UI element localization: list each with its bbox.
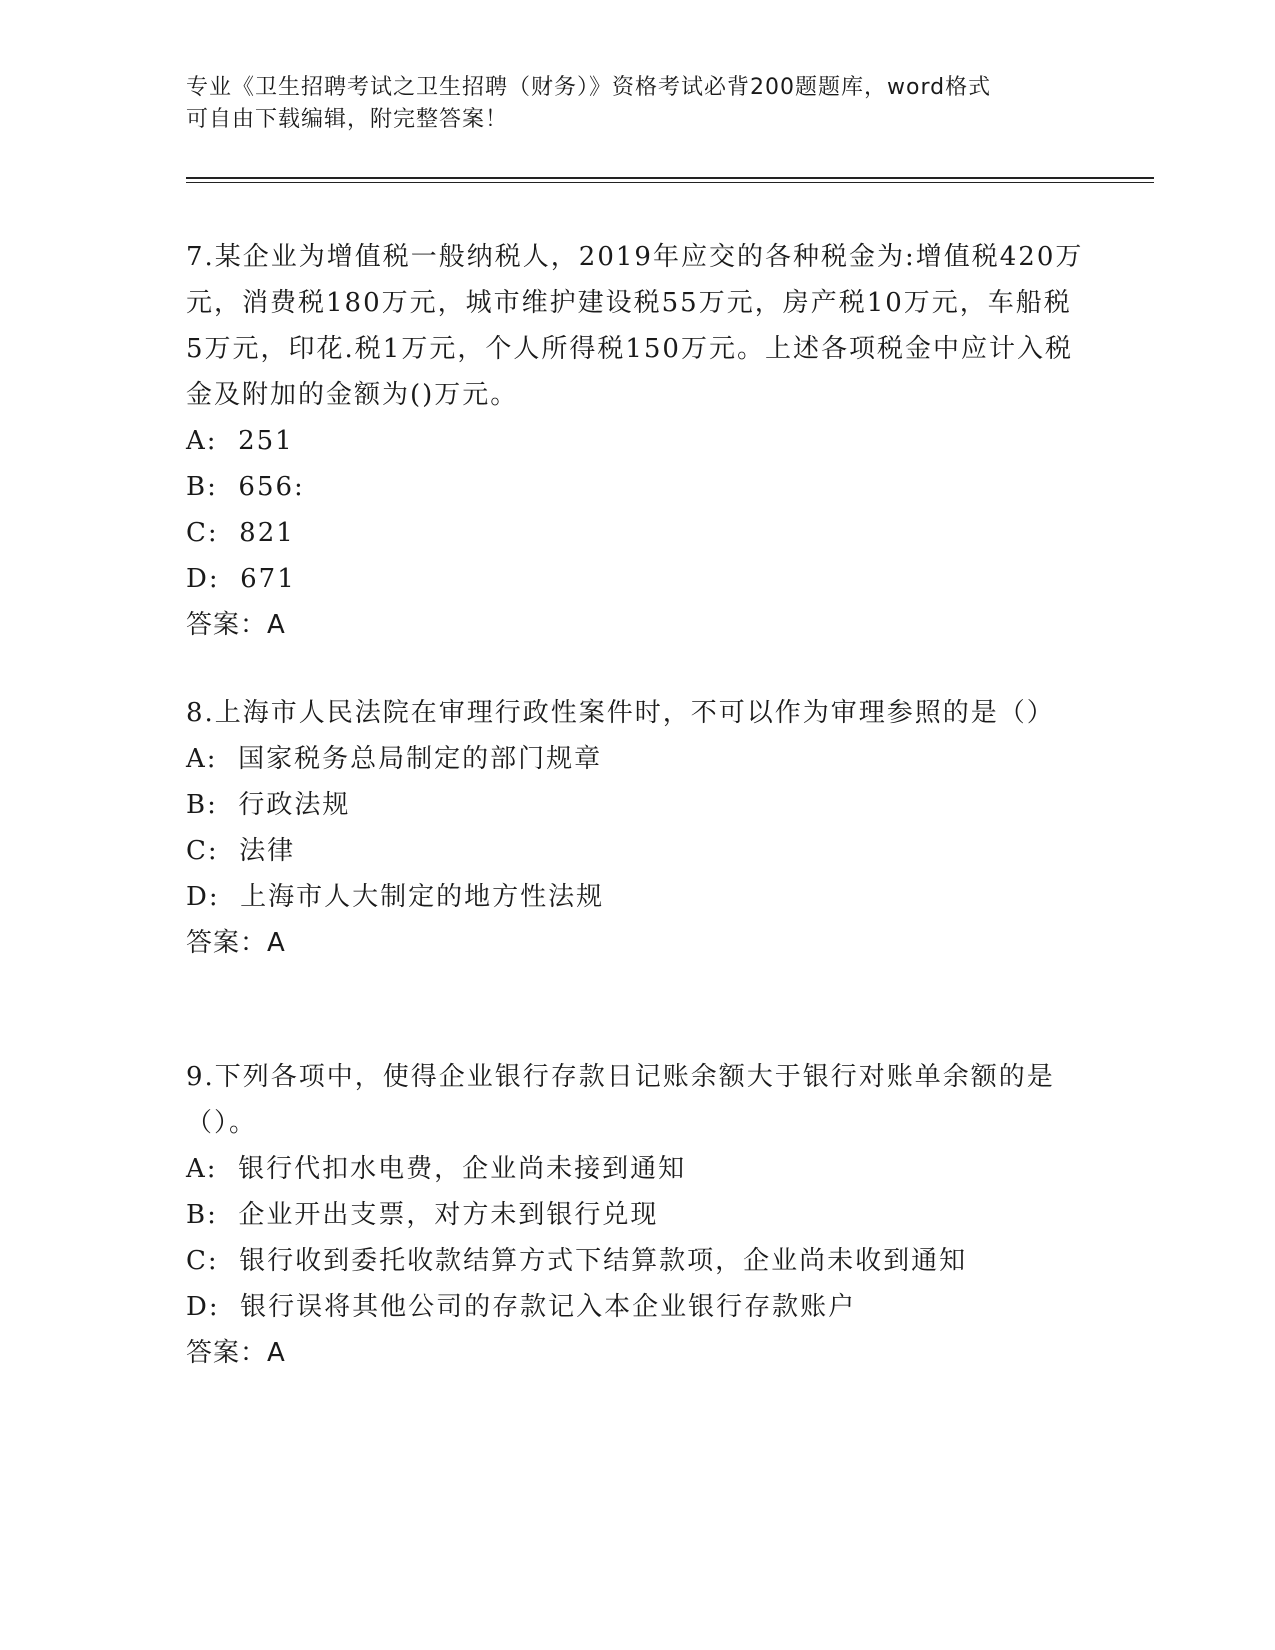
option-b: B: 企业开出支票，对方未到银行兑现 bbox=[186, 1200, 659, 1230]
option-a: A: 国家税务总局制定的部门规章 bbox=[186, 744, 603, 774]
option-d: D: 银行误将其他公司的存款记入本企业银行存款账户 bbox=[186, 1292, 857, 1322]
option-b: B: 656: bbox=[186, 472, 305, 502]
option-a: A: 251 bbox=[186, 426, 294, 456]
option-d: D: 上海市人大制定的地方性法规 bbox=[186, 882, 605, 912]
header-divider-thin bbox=[186, 182, 1154, 183]
question-9 bbox=[186, 1054, 1086, 1376]
answer-line: 答案：A bbox=[186, 928, 286, 958]
option-c: C: 821 bbox=[186, 518, 295, 548]
option-c: C: 法律 bbox=[186, 836, 296, 866]
header-title-line-1: 专业《卫生招聘考试之卫生招聘（财务）》资格考试必背200题题库，word格式 bbox=[186, 75, 992, 100]
question-8 bbox=[186, 690, 1086, 966]
question-stem: 9.下列各项中，使得企业银行存款日记账余额大于银行对账单余额的是（）。 bbox=[186, 1062, 1055, 1138]
question-stem: 8.上海市人民法院在审理行政性案件时，不可以作为审理参照的是（） bbox=[186, 698, 1055, 728]
answer-line: 答案：A bbox=[186, 1338, 286, 1368]
question-7 bbox=[186, 234, 1086, 648]
option-d: D: 671 bbox=[186, 564, 296, 594]
document-header bbox=[186, 72, 1066, 136]
option-a: A: 银行代扣水电费，企业尚未接到通知 bbox=[186, 1154, 687, 1184]
question-stem: 7.某企业为增值税一般纳税人，2019年应交的各种税金为:增值税420万元，消费税180万元，城市维护建设税55万元，房产税10万元，车船税5万元，印花.税1万元，个人所得税150万元。上述各项税金中应计入税金及附加的金额为()万元。 bbox=[186, 242, 1084, 410]
header-divider bbox=[186, 177, 1154, 179]
header-title-line-2: 可自由下载编辑，附完整答案！ bbox=[186, 107, 509, 132]
option-c: C: 银行收到委托收款结算方式下结算款项，企业尚未收到通知 bbox=[186, 1246, 968, 1276]
option-b: B: 行政法规 bbox=[186, 790, 351, 820]
answer-line: 答案：A bbox=[186, 610, 286, 640]
